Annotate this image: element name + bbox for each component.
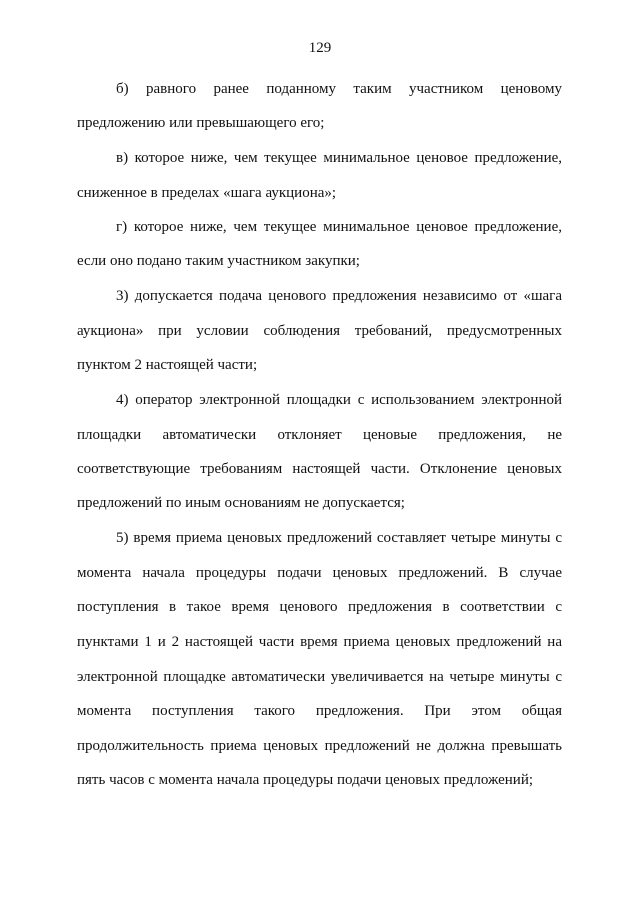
text-line: момента начала процедуры подачи ценовых предложений. В случае: [77, 565, 562, 581]
text-line: пунктом 2 настоящей части;: [77, 357, 258, 373]
text-line: аукциона» при условии соблюдения требований, предусмотренных: [77, 323, 562, 339]
text-line: предложений по иным основаниям не допускается;: [77, 495, 405, 511]
text-line: электронной площадке автоматически увеличивается на четыре минуты с: [77, 669, 562, 685]
text-line: б) равного ранее поданному таким участником ценовому: [116, 81, 562, 97]
text-line: площадки автоматически отклоняет ценовые предложения, не: [77, 427, 562, 443]
text-line: соответствующие требованиям настоящей части. Отклонение ценовых: [77, 461, 562, 477]
text-line: если оно подано таким участником закупки;: [77, 253, 360, 269]
text-line: продолжительность приема ценовых предложений не должна превышать: [77, 738, 562, 754]
text-line: г) которое ниже, чем текущее минимальное ценовое предложение,: [116, 219, 562, 235]
text-line: пять часов с момента начала процедуры подачи ценовых предложений;: [77, 772, 534, 788]
text-line: момента поступления такого предложения. При этом общая: [77, 703, 562, 719]
page-number: 129: [308, 40, 332, 56]
text-line: 5) время приема ценовых предложений составляет четыре минуты с: [116, 530, 562, 546]
text-line: сниженное в пределах «шага аукциона»;: [77, 185, 337, 201]
text-line: в) которое ниже, чем текущее минимальное ценовое предложение,: [116, 150, 562, 166]
text-line: поступления в такое время ценового предложения в соответствии с: [77, 599, 562, 615]
text-line: 3) допускается подача ценового предложения независимо от «шага: [116, 288, 562, 304]
text-line: предложению или превышающего его;: [77, 115, 325, 131]
text-line: 4) оператор электронной площадки с использованием электронной: [116, 392, 562, 408]
text-line: пунктами 1 и 2 настоящей части время приема ценовых предложений на: [77, 634, 562, 650]
